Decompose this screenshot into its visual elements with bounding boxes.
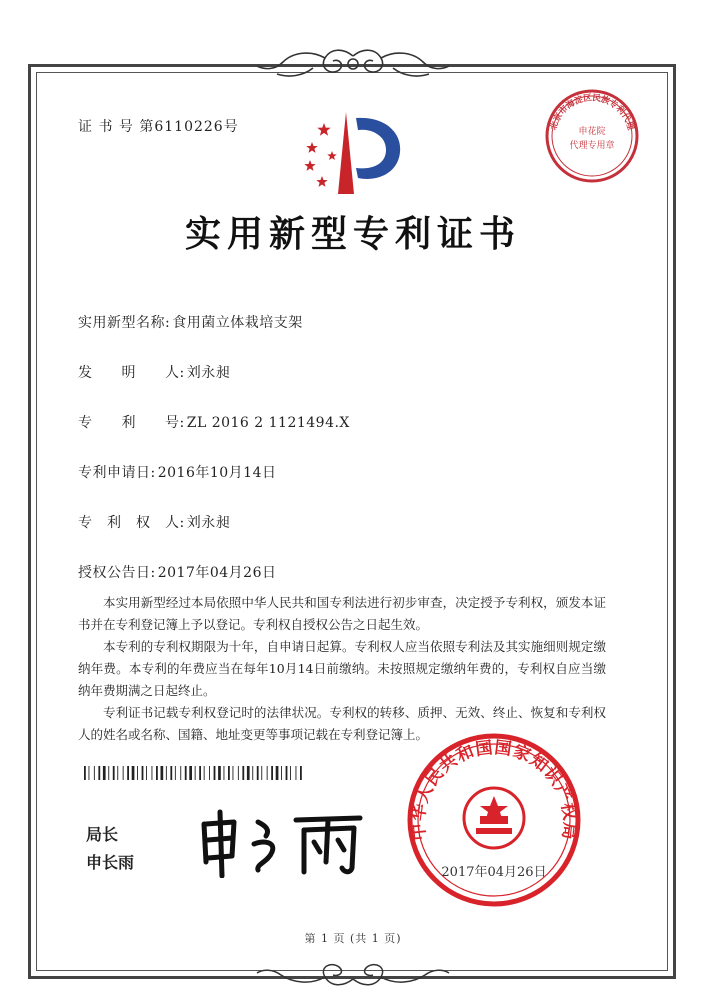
stamp-center-top: 申花院 <box>578 127 606 137</box>
barcode-icon <box>84 766 306 780</box>
field-label: 专 利 权 人: <box>78 515 185 531</box>
field-value: 刘永昶 <box>186 365 231 381</box>
field-label: 专 利 号: <box>78 415 185 431</box>
certificate-title: 实用新型专利证书 <box>184 213 521 255</box>
director-name: 申长雨 <box>86 853 135 872</box>
logo-star-2 <box>304 160 315 171</box>
stamp-text: 北京市海淀区民族专利代理 <box>548 93 636 132</box>
logo-star-1 <box>306 142 317 153</box>
field-label: 专利申请日: <box>78 465 156 481</box>
director-signature <box>196 806 366 878</box>
field-utility-model-name <box>78 312 303 332</box>
certificate-body <box>78 592 606 746</box>
director-title: 局长 <box>86 825 119 844</box>
official-seal-icon <box>404 730 584 910</box>
field-value: ZL 2016 2 1121494.X <box>186 415 350 431</box>
seal-text: 中华人民共和国国家知识产权局 <box>408 737 580 842</box>
logo-stars <box>304 123 337 187</box>
bottom-ornament-icon <box>253 955 453 991</box>
field-label: 授权公告日: <box>78 565 156 581</box>
field-application-date <box>78 462 276 482</box>
field-value: 刘永昶 <box>186 515 231 531</box>
field-value: 食用菌立体栽培支架 <box>172 315 303 331</box>
field-patentee <box>78 512 230 532</box>
certificate-number-value: 第6110226号 <box>139 119 239 135</box>
body-paragraph: 本实用新型经过本局依照中华人民共和国专利法进行初步审查，决定授予专利权，颁发本证书并在专利登记簿上予以登记。专利权自授权公告之日起生效。 <box>78 595 606 632</box>
logo-star-3 <box>316 176 327 187</box>
field-label: 实用新型名称: <box>78 315 171 331</box>
logo-star-0 <box>317 123 330 136</box>
top-ornament-icon <box>253 46 453 90</box>
patent-office-logo-icon <box>288 108 418 198</box>
certificate-number <box>78 116 239 136</box>
body-paragraph: 本专利的专利权期限为十年，自申请日起算。专利权人应当依照专利法及其实施细则规定缴纳年费。本专利的年费应当在每年10月14日前缴纳。未按照规定缴纳年费的，专利权自应当缴纳年费期满之日起终止。 <box>78 639 606 698</box>
svg-text:北京市海淀区民族专利代理 <box>548 92 637 132</box>
svg-text:中华人民共和国国家知识产权局 <box>408 738 581 842</box>
agency-stamp-icon <box>542 86 642 186</box>
body-paragraph: 专利证书记载专利权登记时的法律状况。专利权的转移、质押、无效、终止、恢复和专利权人的姓名或名称、国籍、地址变更等事项记载在专利登记簿上。 <box>78 705 606 742</box>
field-patent-number <box>78 412 350 432</box>
field-label: 发 明 人: <box>78 365 185 381</box>
page-number: 第 1 页 (共 1 页) <box>304 932 402 945</box>
field-inventor <box>78 362 230 382</box>
certificate-number-label: 证 书 号 <box>78 119 134 135</box>
logo-star-4 <box>327 151 337 160</box>
seal-date: 2017年04月26日 <box>441 865 547 880</box>
stamp-center-bottom: 代理专用章 <box>569 141 615 151</box>
field-grant-date <box>78 562 276 582</box>
field-value: 2016年10月14日 <box>157 465 277 481</box>
field-value: 2017年04月26日 <box>157 565 277 581</box>
